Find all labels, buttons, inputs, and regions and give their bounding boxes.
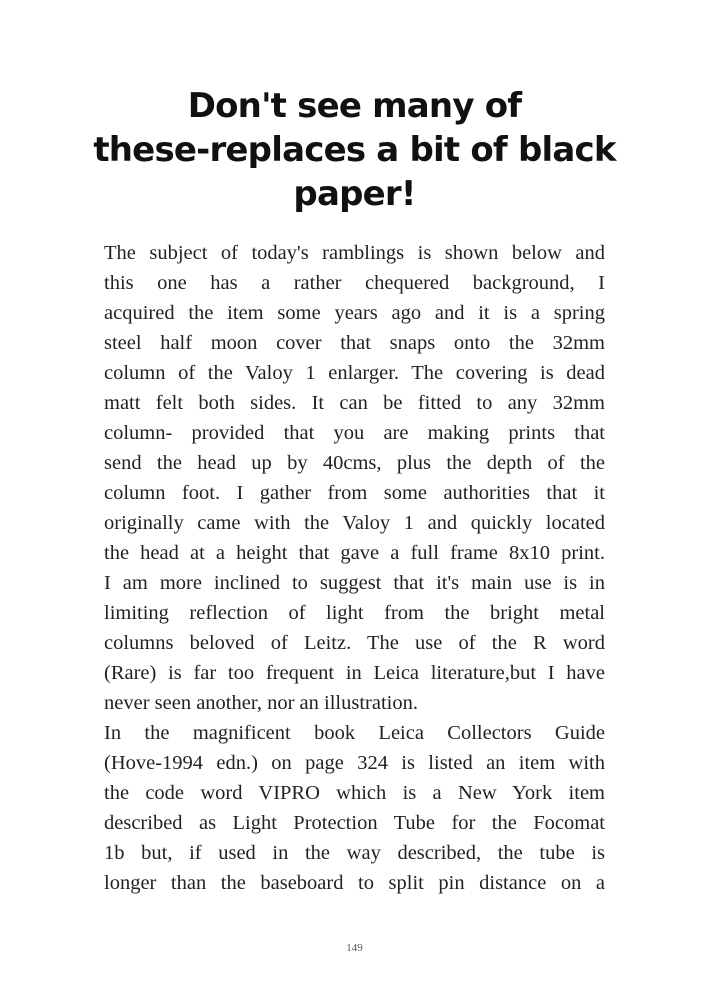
body-line: this one has a rather chequered background, I [104, 272, 605, 294]
body-line: longer than the baseboard to split pin distance on a [104, 872, 605, 894]
body-line: limiting reflection of light from the bright metal [104, 602, 605, 624]
body-line: the head at a height that gave a full frame 8x10 print. [104, 542, 605, 564]
body-line: column- provided that you are making prints that [104, 422, 605, 444]
body-line: steel half moon cover that snaps onto the 32mm [104, 332, 605, 354]
body-line: column of the Valoy 1 enlarger. The covering is dead [104, 362, 605, 384]
body-line: matt felt both sides. It can be fitted to any 32mm [104, 392, 605, 414]
body-line: the code word VIPRO which is a New York item [104, 782, 605, 804]
body-line: I am more inclined to suggest that it's main use is in [104, 572, 605, 594]
body-line: described as Light Protection Tube for the Focomat [104, 812, 605, 834]
page-number: 149 [346, 942, 363, 954]
body-line: In the magnificent book Leica Collectors Guide [104, 722, 605, 744]
body-line: 1b but, if used in the way described, the tube is [104, 842, 605, 864]
body-line: columns beloved of Leitz. The use of the R word [104, 632, 605, 654]
title-line: paper! [293, 174, 416, 214]
title-line: these-replaces a bit of black [93, 130, 616, 170]
body-line: (Hove-1994 edn.) on page 324 is listed an item with [104, 752, 605, 774]
body-line: never seen another, nor an illustration. [104, 692, 418, 714]
page-title [60, 84, 649, 216]
body-line: acquired the item some years ago and it is a spring [104, 302, 605, 324]
body-line: send the head up by 40cms, plus the depth of the [104, 452, 605, 474]
body-text [104, 238, 605, 898]
body-line: column foot. I gather from some authorities that it [104, 482, 605, 504]
body-line: The subject of today's ramblings is shown below and [104, 242, 605, 264]
body-line: originally came with the Valoy 1 and quickly located [104, 512, 605, 534]
title-line: Don't see many of [187, 86, 522, 126]
body-line: (Rare) is far too frequent in Leica literature,but I have [104, 662, 605, 684]
